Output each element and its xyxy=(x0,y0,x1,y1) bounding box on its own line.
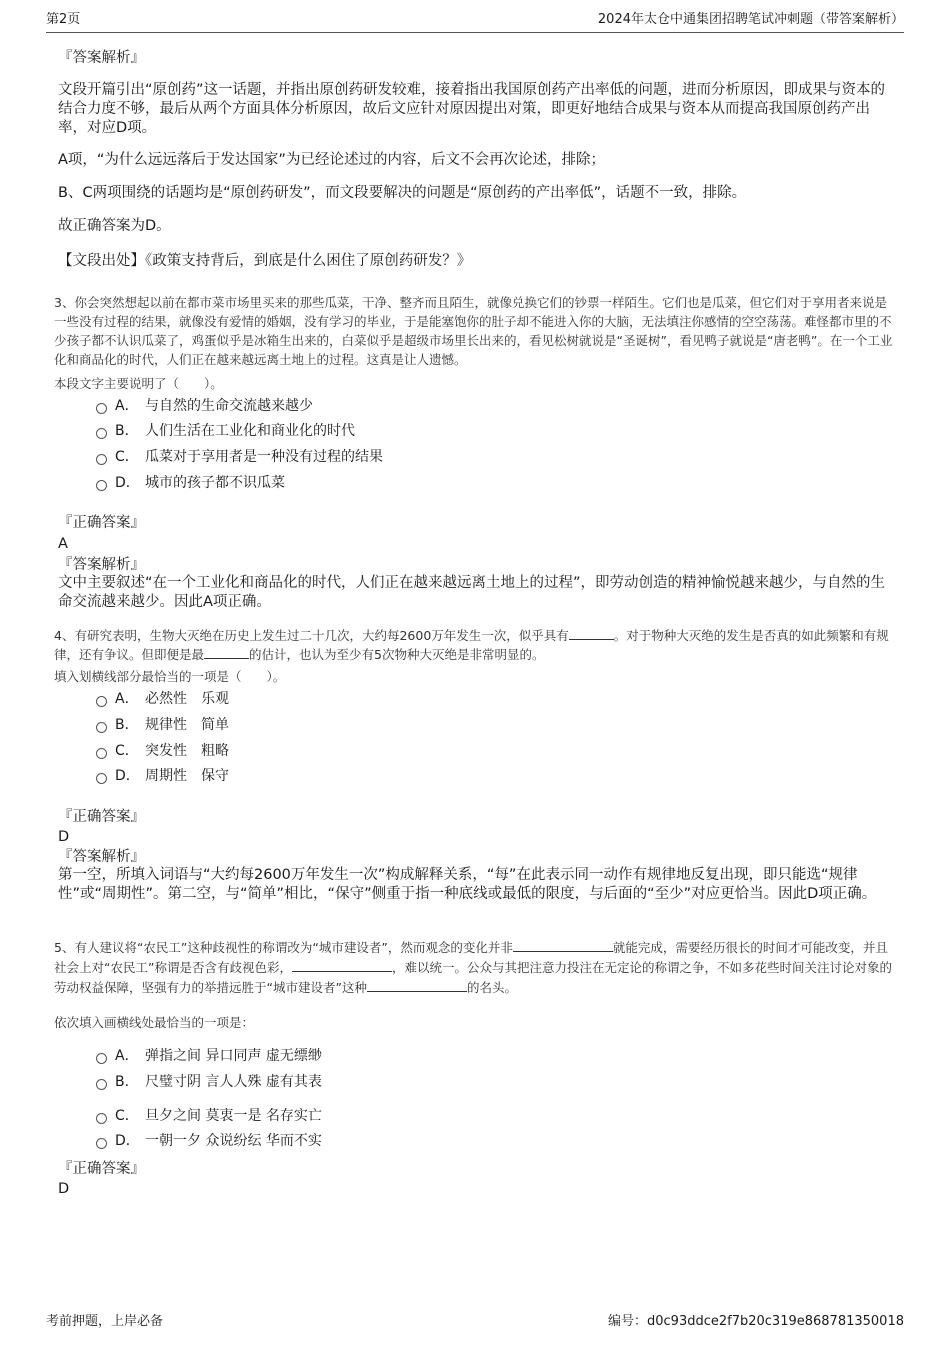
fill-blank xyxy=(204,658,249,659)
q2-analysis-conclusion: 故正确答案为D。 xyxy=(58,218,171,234)
option-key: D． xyxy=(115,1133,140,1149)
document-title: 2024年太仓中通集团招聘笔试冲刺题（带答案解析） xyxy=(597,12,904,27)
document-code xyxy=(608,1310,904,1329)
q4-stem-part1: 4、有研究表明，生物大灭绝在历史上发生过二十几次，大约每2600万年发生一次，似乎具有 xyxy=(54,628,569,643)
q4-option-c[interactable] xyxy=(96,741,229,761)
option-word-1: 突发性 xyxy=(145,743,187,759)
q4-answer-heading: 『正确答案』 xyxy=(58,809,145,825)
q3-option-b[interactable] xyxy=(96,421,355,441)
q5-option-a[interactable] xyxy=(96,1046,322,1066)
option-text: 一朝一夕 众说纷纭 华而不实 xyxy=(145,1133,322,1149)
radio-icon[interactable] xyxy=(96,748,107,759)
document-code-label: 编号： xyxy=(607,1314,647,1329)
q2-analysis-p2: A项，“为什么远远落后于发达国家”为已经论述过的内容，后文不会再次论述，排除； xyxy=(58,152,605,168)
radio-icon[interactable] xyxy=(96,454,107,465)
option-key: A． xyxy=(115,398,139,414)
q2-analysis-heading: 『答案解析』 xyxy=(58,50,145,66)
q4-option-b[interactable] xyxy=(96,715,229,735)
q5-option-c[interactable] xyxy=(96,1106,322,1126)
option-word-2: 保守 xyxy=(201,768,229,784)
option-text: 弹指之间 异口同声 虚无缥缈 xyxy=(145,1048,322,1064)
q3-analysis: 文中主要叙述“在一个工业化和商品化的时代，人们正在越来越远离土地上的过程”，即劳动创造的精神愉悦越来越少，与自然的生命交流越来越少。因此A项正确。 xyxy=(58,575,886,610)
q5-answer: D xyxy=(58,1181,70,1197)
q3-prompt: 本段文字主要说明了（ ）。 xyxy=(54,376,223,391)
fill-blank xyxy=(367,991,467,992)
q4-analysis: 第一空，所填入词语与“大约每2600万年发生一次”构成解释关系，“每”在此表示同一动作有规律地反复出现，即只能选“规律性”或“周期性”。第二空，与“简单”相比，“保守”侧重于指一种底线或最低的限度，与后面的“至少”对应更恰当。因此D项正确。 xyxy=(58,867,877,902)
q2-source: 【文段出处】《政策支持背后，到底是什么困住了原创药研发？》 xyxy=(58,253,472,269)
option-text: 瓜菜对于享用者是一种没有过程的结果 xyxy=(145,449,383,465)
fill-blank xyxy=(513,951,613,952)
page-header xyxy=(46,8,904,33)
q2-analysis-p1: 文段开篇引出“原创药”这一话题，并指出原创药研发较难，接着指出我国原创药产出率低的问题，进而分析原因，即成果与资本的结合力度不够，最后从两个方面具体分析原因，故后文应针对原因提出对策，即更好地结合成果与资本从而提高我国原创药产出率，对应D项。 xyxy=(58,82,886,136)
fill-blank xyxy=(292,971,392,972)
q5-stem-part2: 就能完成，需要经历很长的时间才可能改变，并且社会上对“农民工”称谓是否含有歧视色彩， xyxy=(54,940,888,975)
q4-stem-part2: 。对于物种大灭绝的发生是否真的如此频繁和有规律，还有争议。但即便是最 xyxy=(54,628,889,662)
option-key: C． xyxy=(115,743,139,759)
option-word-1: 规律性 xyxy=(145,717,187,733)
radio-icon[interactable] xyxy=(96,722,107,733)
q4-analysis-heading: 『答案解析』 xyxy=(58,849,145,865)
q2-analysis-p3: B、C两项围绕的话题均是“原创药研发”，而文段要解决的问题是“原创药的产出率低”，话题不一致，排除。 xyxy=(58,185,747,201)
q5-stem-part1: 5、有人建议将“农民工”这种歧视性的称谓改为“城市建设者”，然而观念的变化并非 xyxy=(54,940,513,955)
radio-icon[interactable] xyxy=(96,773,107,784)
q3-answer: A xyxy=(58,536,68,552)
option-key: C． xyxy=(115,1108,139,1124)
q5-prompt: 依次填入画横线处最恰当的一项是： xyxy=(54,1015,255,1030)
option-text: 人们生活在工业化和商业化的时代 xyxy=(145,423,355,439)
q4-stem-part3: 的估计，也认为至少有5次物种大灭绝是非常明显的。 xyxy=(249,647,545,662)
q5-stem-part3: ，难以统一。公众与其把注意力投注在无定论的称谓之争，不如多花些时间关注讨论对象的劳动权益保障，坚强有力的举措远胜于“城市建设者”这种 xyxy=(54,960,892,995)
radio-icon[interactable] xyxy=(96,1079,107,1090)
radio-icon[interactable] xyxy=(96,1053,107,1064)
q3-stem: 3、你会突然想起以前在都市菜市场里买来的那些瓜菜，干净、整齐而且陌生，就像兑换它们的钞票一样陌生。它们也是瓜菜，但它们对于享用者来说是一些没有过程的结果，就像没有爱情的婚姻，没有学习的毕业，于是能塞饱你的肚子却不能进入你的大脑，无法填注你感情的空空荡荡。难怪都市里的不少孩子都不认识瓜菜了，鸡蛋似乎是冰箱生出来的，白菜似乎是超级市场里长出来的，看见松树就说是“圣诞树”，看见鸭子就说是“唐老鸭”。在一个工业化和商品化的时代，人们正在越来越远离土地上的过程。这真是让人遗憾。 xyxy=(54,295,893,367)
radio-icon[interactable] xyxy=(96,403,107,414)
q3-option-c[interactable] xyxy=(96,447,383,467)
option-word-2: 简单 xyxy=(201,717,229,733)
document-code-value: d0c93ddce2f7b20c319e868781350018 xyxy=(647,1314,904,1329)
option-key: A． xyxy=(115,691,139,707)
page-number: 第2页 xyxy=(46,12,81,27)
radio-icon[interactable] xyxy=(96,428,107,439)
radio-icon[interactable] xyxy=(96,1138,107,1149)
footer-slogan: 考前押题，上岸必备 xyxy=(46,1314,164,1329)
fill-blank xyxy=(569,639,614,640)
option-key: D． xyxy=(115,768,140,784)
radio-icon[interactable] xyxy=(96,480,107,491)
q3-option-d[interactable] xyxy=(96,473,285,493)
q3-answer-heading: 『正确答案』 xyxy=(58,515,145,531)
option-text: 旦夕之间 莫衷一是 名存实亡 xyxy=(145,1108,322,1124)
option-key: B． xyxy=(115,1074,139,1090)
option-word-2: 乐观 xyxy=(201,691,229,707)
q5-option-d[interactable] xyxy=(96,1131,322,1151)
q3-analysis-heading: 『答案解析』 xyxy=(58,557,145,573)
option-key: C． xyxy=(115,449,139,465)
q4-stem xyxy=(54,626,894,664)
option-text: 城市的孩子都不识瓜菜 xyxy=(145,475,285,491)
option-text: 与自然的生命交流越来越少 xyxy=(145,398,313,414)
q5-answer-heading: 『正确答案』 xyxy=(58,1161,145,1177)
q3-option-a[interactable] xyxy=(96,396,313,416)
option-key: A． xyxy=(115,1048,139,1064)
page-footer xyxy=(46,1310,904,1329)
q5-stem-part4: 的名头。 xyxy=(466,980,517,995)
option-word-1: 周期性 xyxy=(145,768,187,784)
radio-icon[interactable] xyxy=(96,1113,107,1124)
q5-option-b[interactable] xyxy=(96,1072,322,1092)
option-key: D． xyxy=(115,475,140,491)
q4-option-a[interactable] xyxy=(96,689,229,709)
q4-answer: D xyxy=(58,829,70,845)
option-key: B． xyxy=(115,717,139,733)
radio-icon[interactable] xyxy=(96,696,107,707)
q4-option-d[interactable] xyxy=(96,766,229,786)
q4-prompt: 填入划横线部分最恰当的一项是（ ）。 xyxy=(54,669,286,684)
option-word-2: 粗略 xyxy=(201,743,229,759)
option-word-1: 必然性 xyxy=(145,691,187,707)
option-key: B． xyxy=(115,423,139,439)
option-text: 尺璧寸阴 言人人殊 虚有其表 xyxy=(145,1074,322,1090)
q5-stem xyxy=(54,938,894,998)
